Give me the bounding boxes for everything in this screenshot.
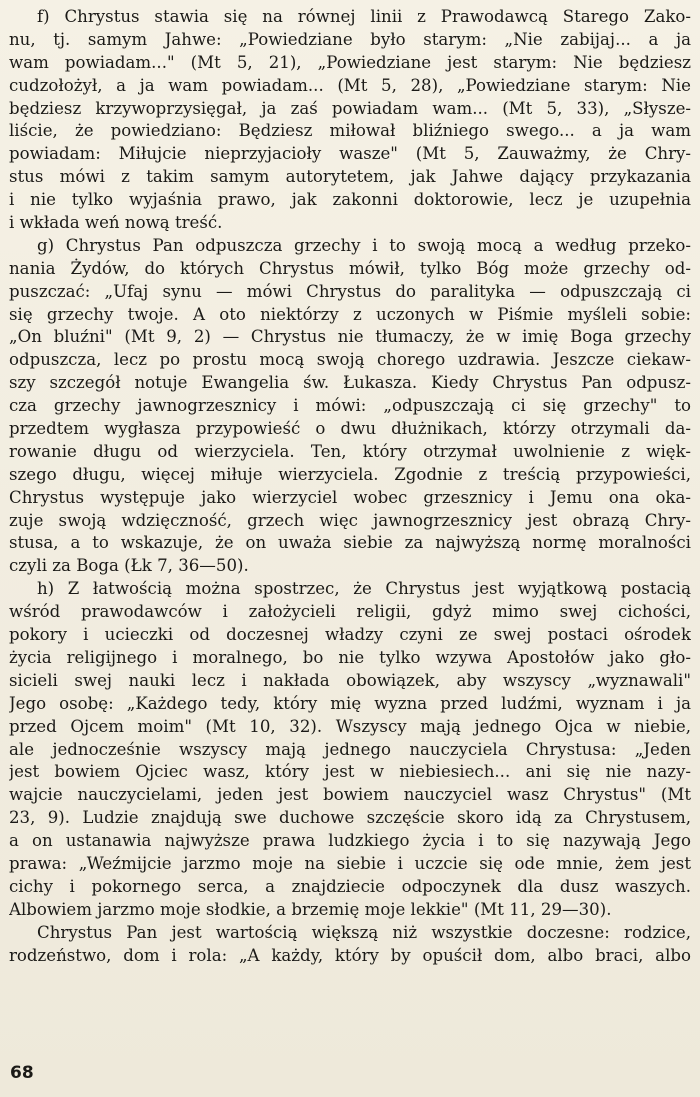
text-line: życia religijnego i moralnego, bo nie tylko wzywa Apostołów jako gło- — [9, 647, 691, 667]
text-line: jest bowiem Ojciec wasz, który jest w niebiesiech... ani się nie nazy- — [9, 762, 691, 782]
text-line: Albowiem jarzmo moje słodkie, a brzemię moje lekkie" (Mt 11, 29—30). — [9, 899, 612, 919]
text-line: stusa, a to wskazuje, że on uważa siebie za najwyższą normę moralności — [9, 533, 691, 553]
text-line: przed Ojcem moim" (Mt 10, 32). Wszyscy mają jednego Ojca w niebie, — [9, 716, 691, 736]
page-number: 68 — [10, 1063, 34, 1083]
text-line: odpuszcza, lecz po prostu mocą swoją chorego uzdrawia. Jeszcze ciekaw- — [9, 350, 691, 370]
text-line: cudzołożył, a ja wam powiadam... (Mt 5, 28), „Powiedziane starym: Nie — [9, 75, 691, 95]
text-line: cza grzechy jawnogrzesznicy i mówi: „odpuszczają ci się grzechy" to — [9, 396, 691, 416]
paragraph — [9, 922, 691, 968]
text-line: zuje swoją wdzięczność, grzech więc jawnogrzesznicy jest obrazą Chry- — [9, 510, 691, 530]
text-line: szego długu, więcej miłuje wierzyciela. Zgodnie z treścią przypowieści, — [9, 464, 691, 484]
text-line: pokory i ucieczki od doczesnej władzy czyni ze swej postaci ośrodek — [9, 625, 691, 645]
text-line: prawa: „Weźmijcie jarzmo moje na siebie i uczcie się ode mnie, żem jest — [9, 853, 691, 873]
paragraph — [9, 578, 691, 921]
text-line: się grzechy twoje. A oto niektórzy z uczonych w Piśmie myśleli sobie: — [9, 304, 691, 324]
text-line: sicieli swej nauki lecz i nakłada obowiązek, aby wszyscy „wyznawali" — [9, 670, 691, 690]
paragraph — [9, 235, 691, 578]
text-line: wam powiadam..." (Mt 5, 21), „Powiedziane jest starym: Nie będziesz — [9, 52, 691, 72]
text-line: wśród prawodawców i założycieli religii, gdyż mimo swej cichości, — [9, 602, 691, 622]
text-line: czyli za Boga (Łk 7, 36—50). — [9, 556, 249, 576]
text-line: liście, że powiedziano: Będziesz miłował bliźniego swego... a ja wam — [9, 121, 691, 141]
body-text — [9, 6, 691, 967]
text-line: Chrystus występuje jako wierzyciel wobec grzesznicy i Jemu ona oka- — [9, 487, 691, 507]
text-line: rowanie długu od wierzyciela. Ten, który otrzymał uwolnienie z więk- — [9, 441, 691, 461]
text-line: nu, tj. samym Jahwe: „Powiedziane było starym: „Nie zabijaj... a ja — [9, 29, 691, 49]
text-line: przedtem wygłasza przypowieść o dwu dłużnikach, którzy otrzymali da- — [9, 419, 691, 439]
text-line: ale jednocześnie wszyscy mają jednego nauczyciela Chrystusa: „Jeden — [9, 739, 691, 759]
paragraph — [9, 6, 691, 235]
text-line: puszczać: „Ufaj synu — mówi Chrystus do paralityka — odpuszczają ci — [9, 281, 691, 301]
text-line: i wkłada weń nową treść. — [9, 213, 223, 233]
text-line: rodzeństwo, dom i rola: „A każdy, który by opuścił dom, albo braci, albo — [9, 945, 691, 965]
text-line: cichy i pokornego serca, a znajdziecie odpoczynek dla dusz waszych. — [9, 876, 691, 896]
text-line: g) Chrystus Pan odpuszcza grzechy i to swoją mocą a według przeko- — [37, 235, 691, 255]
text-line: będziesz krzywoprzysięgał, ja zaś powiadam wam... (Mt 5, 33), „Słysze- — [9, 98, 691, 118]
text-line: nania Żydów, do których Chrystus mówił, tylko Bóg może grzechy od- — [9, 258, 691, 278]
text-line: h) Z łatwością można spostrzec, że Chrystus jest wyjątkową postacią — [37, 579, 691, 599]
text-line: szy szczegół notuje Ewangelia św. Łukasza. Kiedy Chrystus Pan odpusz- — [9, 373, 691, 393]
text-line: 23, 9). Ludzie znajdują swe duchowe szczęście skoro idą za Chrystusem, — [9, 808, 691, 828]
text-line: Chrystus Pan jest wartością większą niż wszystkie doczesne: rodzice, — [37, 922, 691, 942]
text-line: „On bluźni" (Mt 9, 2) — Chrystus nie tłumaczy, że w imię Boga grzechy — [9, 327, 691, 347]
text-line: wajcie nauczycielami, jeden jest bowiem nauczyciel wasz Chrystus" (Mt — [9, 785, 691, 805]
text-line: Jego osobę: „Każdego tedy, który mię wyzna przed ludźmi, wyznam i ja — [9, 693, 691, 713]
text-line: a on ustanawia najwyższe prawa ludzkiego życia i to się nazywają Jego — [9, 831, 691, 851]
text-line: f) Chrystus stawia się na równej linii z Prawodawcą Starego Zako- — [37, 7, 691, 26]
text-line: i nie tylko wyjaśnia prawo, jak zakonni doktorowie, lecz je uzupełnia — [9, 190, 691, 210]
text-line: stus mówi z takim samym autorytetem, jak Jahwe dający przykazania — [9, 167, 691, 187]
text-line: powiadam: Miłujcie nieprzyjacioły wasze" (Mt 5, Zauważmy, że Chry- — [9, 144, 691, 164]
